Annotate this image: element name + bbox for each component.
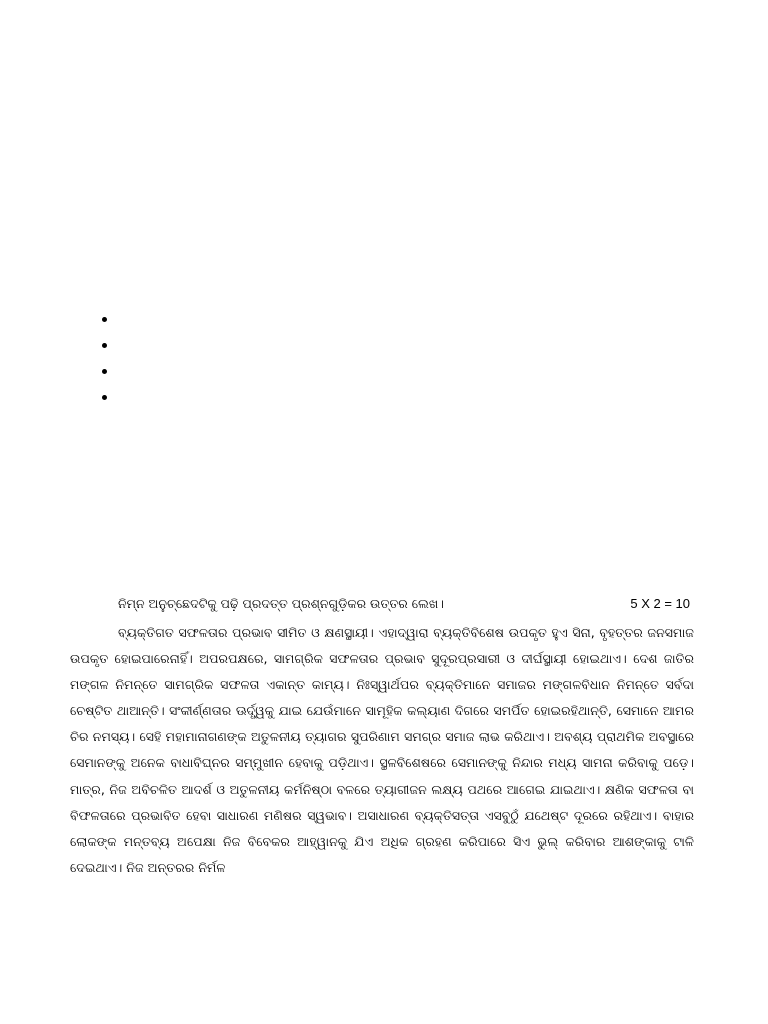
question-header: [118, 592, 690, 616]
passage-paragraph: ବ୍ୟକ୍ତିଗତ ସଫଳତାର ପ୍ରଭାବ ସୀମିତ ଓ କ୍ଷଣସ୍ଥାୟୀ। ଏହାଦ୍ୱାରା ବ୍ୟକ୍ତିବିଶେଷ ଉପକୃତ ହୁଏ ସିନା, ବୃହତ୍ତର ଜନସମାଜ ଉପକୃତ ହୋଇପାରେନାହିଁ। ଅପରପକ୍ଷରେ, ସାମଗ୍ରିକ ସଫଳତାର ପ୍ରଭାବ ସୁଦୂରପ୍ରସାରୀ ଓ ଦୀର୍ଘସ୍ଥାୟୀ ହୋଇଥାଏ। ଦେଶ ଜାତିର ମଙ୍ଗଳ ନିମନ୍ତେ ସାମଗ୍ରିକ ସଫଳତା ଏକାନ୍ତ କାମ୍ୟ। ନିଃସ୍ୱାର୍ଥପର ବ୍ୟକ୍ତିମାନେ ସମାଜର ମଙ୍ଗଳବିଧାନ ନିମନ୍ତେ ସର୍ବଦା ଚେଷ୍ଟିତ ଥାଆନ୍ତି। ସଂକୀର୍ଣ୍ଣତାର ଊର୍ଦ୍ଧ୍ୱକୁ ଯାଇ ଯେଉଁମାନେ ସାମୂହିକ କଲ୍ୟାଣ ଦିଗରେ ସମର୍ପିତ ହୋଇରହିଥାନ୍ତି, ସେମାନେ ଆମର ଚିର ନମସ୍ୟ। ସେହି ମହାମାନାଗଣଙ୍କ ଅତୁଳନୀୟ ତ୍ୟାଗର ସୁପରିଣାମ ସମଗ୍ର ସମାଜ ଲାଭ କରିଥାଏ। ଅବଶ୍ୟ ପ୍ରାଥମିକ ଅବସ୍ଥାରେ ସେମାନଙ୍କୁ ଅନେକ ବାଧାବିଘ୍ନର ସମ୍ମୁଖୀନ ହେବାକୁ ପଡ଼ିଥାଏ। ସ୍ଥଳବିଶେଷରେ ସେମାନଙ୍କୁ ନିନ୍ଦାର ମଧ୍ୟ ସାମନା କରିବାକୁ ପଡ଼େ। ମାତ୍ର, ନିଜ ଅବିଚଳିତ ଆଦର୍ଶ ଓ ଅତୁଳନୀୟ କର୍ମନିଷ୍ଠା ବଳରେ ତ୍ୟାଗୀଜନ ଲକ୍ଷ୍ୟ ପଥରେ ଆଗେଇ ଯାଇଥାଏ। କ୍ଷଣିକ ସଫଳତା ବା ବିଫଳତାରେ ପ୍ରଭାବିତ ହେବା ସାଧାରଣ ମଣିଷର ସ୍ୱଭାବ। ଅସାଧାରଣ ବ୍ୟକ୍ତିସତ୍ତା ଏସବୁଠୁଁ ଯଥେଷ୍ଟ ଦୂରରେ ରହିଥାଏ। ବାହାର ଲୋକଙ୍କ ମନ୍ତବ୍ୟ ଅପେକ୍ଷା ନିଜ ବିବେକର ଆହ୍ୱାନକୁ ଯିଏ ଅଧିକ ଗ୍ରହଣ କରିପାରେ ସିଏ ଭୁଲ୍ କରିବାର ଆଶଙ୍କାକୁ ଟାଳି ଦେଇଥାଏ। ନିଜ ଅନ୍ତରର ନିର୍ମଳ: [70, 625, 694, 875]
bullet-item: [100, 310, 112, 336]
bullet-item: [100, 336, 112, 362]
bullet-list: [100, 310, 112, 414]
marks-allocation: 5 X 2 = 10: [630, 596, 690, 611]
bullet-item: [100, 388, 112, 414]
bullet-item: [100, 362, 112, 388]
question-instruction: ନିମ୍ନ ଅନୁଚ୍ଛେଦଟିକୁ ପଢ଼ି ପ୍ରଦତ୍ତ ପ୍ରଶ୍ନଗୁଡ଼ିକର ଉତ୍ତର ଲେଖ।: [118, 596, 444, 611]
